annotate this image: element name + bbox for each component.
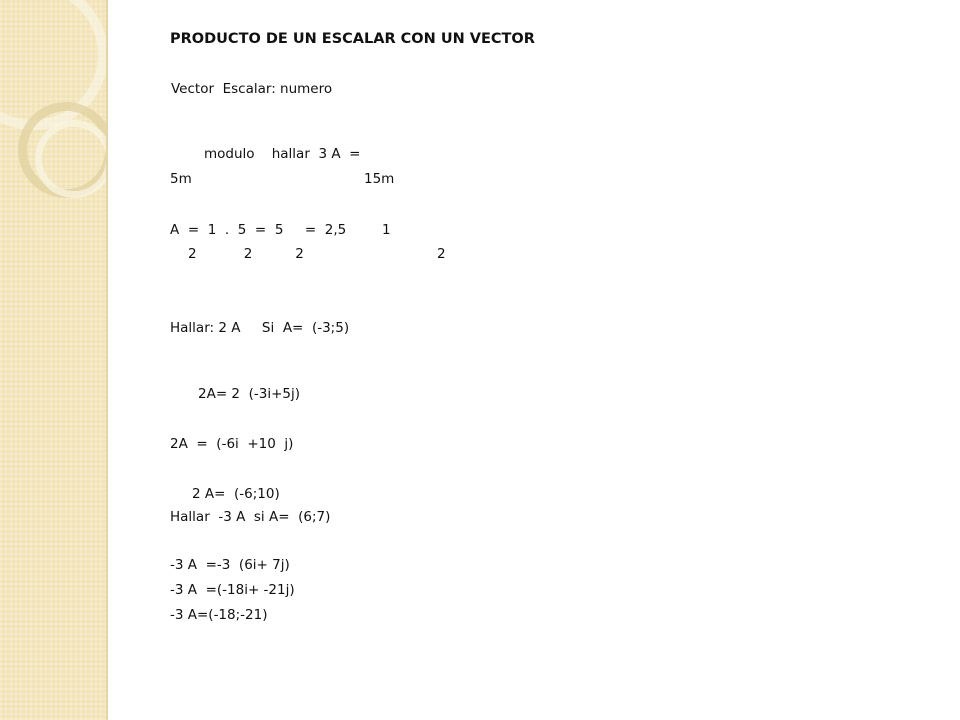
text-line: Hallar -3 A si A= (6;7) bbox=[170, 509, 331, 525]
text-line: 1 bbox=[382, 222, 391, 238]
text-line: -3 A=(-18;-21) bbox=[170, 607, 268, 623]
text-line: -3 A =(-18i+ -21j) bbox=[170, 582, 295, 598]
text-line: 5m bbox=[170, 171, 192, 187]
text-line: 2A = (-6i +10 j) bbox=[170, 436, 294, 452]
subtitle-text: Vector Escalar: numero bbox=[171, 81, 333, 97]
decorative-circle bbox=[35, 120, 106, 198]
text-line: 2 2 2 bbox=[188, 246, 304, 262]
text-line: Hallar: 2 A Si A= (-3;5) bbox=[170, 320, 350, 336]
decorative-side-strip bbox=[0, 0, 106, 720]
text-line: -3 A =-3 (6i+ 7j) bbox=[170, 557, 290, 573]
text-line: 2 bbox=[437, 246, 446, 262]
text-line: 2 A= (-6;10) bbox=[192, 486, 280, 502]
text-line: 15m bbox=[364, 171, 395, 187]
page-title: PRODUCTO DE UN ESCALAR CON UN VECTOR bbox=[170, 31, 535, 47]
text-line: 2A= 2 (-3i+5j) bbox=[198, 386, 300, 402]
divider bbox=[106, 0, 108, 720]
text-line: modulo hallar 3 A = bbox=[204, 146, 361, 162]
text-line: A = 1 . 5 = 5 = 2,5 bbox=[170, 222, 347, 238]
